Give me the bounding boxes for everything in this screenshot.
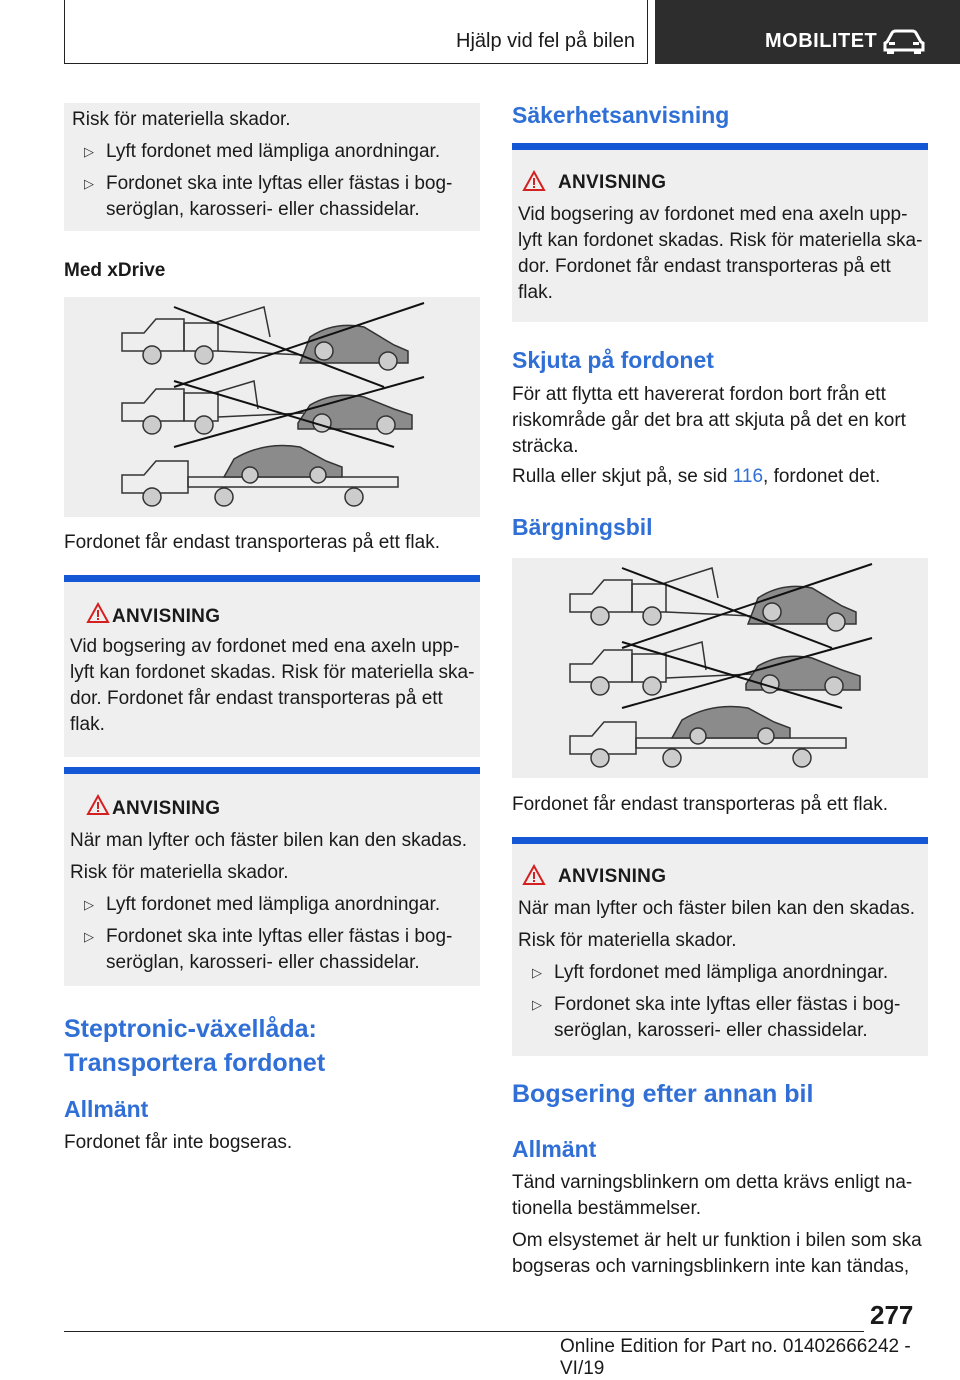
warning-title: ANVISNING [112,606,221,627]
paragraph: För att flytta ett havererat fordon bort från ett riskområde går det bra att skjuta på det en kort sträcka. [512,384,906,457]
list-item: ▷ Fordonet ska inte lyftas eller fästas i bog- seröglan, karosseri- eller chassidelar. [72,924,472,976]
paragraph: Om elsystemet är helt ur funktion i bilen som ska bogseras och varningsblinkern inte kan tändas, [512,1230,922,1277]
paragraph-text: Rulla eller skjut på, se sid [512,466,733,487]
header-section-box [64,0,648,64]
list-item: ▷ Lyft fordonet med lämpliga anordningar. [72,892,472,918]
list-item: ▷ Lyft fordonet med lämpliga anordningar. [520,960,920,986]
list-item: ▷ Fordonet ska inte lyftas eller fästas i bog- seröglan, karosseri- eller chassidelar. [520,992,920,1044]
section-heading: Steptronic-växellåda: Transportera fordonet [64,1015,326,1077]
tow-truck-illustration [64,297,480,517]
figure-caption: Fordonet får endast transporteras på ett flak. [64,532,440,553]
section-heading: Bogsering efter annan bil [512,1080,814,1108]
warning-title: ANVISNING [112,798,221,819]
paragraph-text: , fordonet det. [763,466,881,487]
paragraph: Tänd varningsblinkern om detta krävs enligt na- tionella bestämmelser. [512,1172,913,1219]
tow-truck-figure [64,297,480,517]
warning-box [512,150,928,322]
risk-list-box [64,103,480,231]
warning-bar [512,837,928,844]
paragraph [512,464,880,490]
warning-text: Risk för materiella skador. [70,862,289,883]
figure-caption: Fordonet får endast transporteras på ett flak. [512,794,888,815]
tow-truck-figure [512,558,928,778]
warning-text: Vid bogsering av fordonet med ena axeln upp- lyft kan fordonet skadas. Risk för materiella ska- dor. Fordonet får endast transporteras på ett flak. [518,204,923,303]
subsection-heading: Allmänt [64,1096,149,1122]
warning-title: ANVISNING [558,172,667,193]
warning-bar [64,575,480,582]
car-icon [883,28,925,54]
list-item: ▷ Lyft fordonet med lämpliga anordningar. [72,139,472,165]
warning-text: När man lyfter och fäster bilen kan den skadas. [70,830,468,851]
warning-box [64,774,480,986]
warning-text: Vid bogsering av fordonet med ena axeln upp- lyft kan fordonet skadas. Risk för materiella ska- dor. Fordonet får endast transporteras på ett flak. [70,636,475,735]
warning-triangle-icon [86,602,110,624]
section-heading: Säkerhetsanvisning [512,102,730,128]
footer-divider [64,1331,864,1332]
paragraph: Fordonet får inte bogseras. [64,1132,293,1153]
header-chapter-title: MOBILITET [765,30,878,52]
warning-title: ANVISNING [558,866,667,887]
warning-text: När man lyfter och fäster bilen kan den skadas. [518,898,916,919]
footer-edition: Online Edition for Part no. 01402666242 - VI/19 [560,1336,911,1379]
tow-truck-illustration [512,558,928,778]
subsection-heading: Allmänt [512,1136,597,1162]
warning-triangle-icon [522,170,546,192]
header-section-title: Hjälp vid fel på bilen [456,30,635,52]
warning-text: Risk för materiella skador. [518,930,737,951]
warning-triangle-icon [86,794,110,816]
warning-bar [64,767,480,774]
risk-text: Risk för materiella skador. [72,109,291,130]
section-heading: Bärgningsbil [512,514,653,540]
list-item: ▷ Fordonet ska inte lyftas eller fästas i bog- seröglan, karosseri- eller chassidelar. [72,171,472,223]
warning-triangle-icon [522,864,546,886]
warning-bar [512,143,928,150]
warning-box [64,582,480,757]
section-heading: Skjuta på fordonet [512,347,714,373]
header-chapter-box [655,0,960,64]
page-link[interactable]: 116 [732,466,764,487]
xdrive-heading: Med xDrive [64,260,166,281]
page-number: 277 [870,1300,914,1330]
warning-box [512,844,928,1056]
